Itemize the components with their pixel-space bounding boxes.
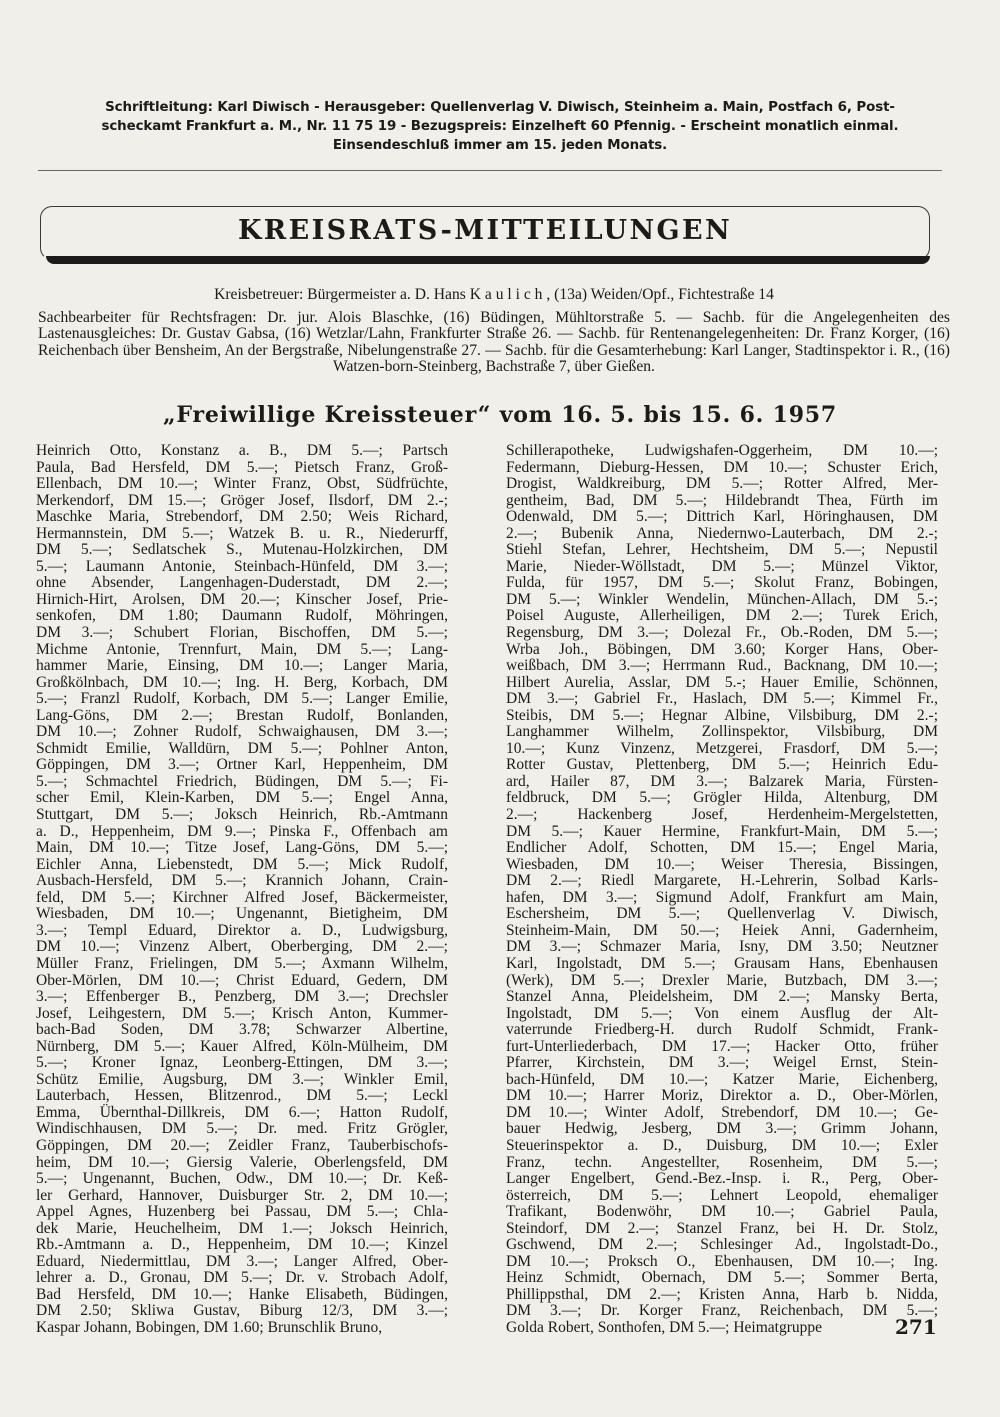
donor-list-line: Kaspar Johann, Bobingen, DM 1.60; Brunschlik Bruno, — [36, 1318, 383, 1336]
masthead-line: scheckamt Frankfurt a. M., Nr. 11 75 19 - Bezugspreis: Einzelheft 60 Pfennig. - Erscheint monatlich einmal. — [101, 119, 899, 134]
donor-list-line: 2.—; Bubenik Anna, Niedernwo-Lauterbach, DM 2.-; — [506, 524, 938, 542]
donor-list-line: österreich, DM 5.—; Lehnert Leopold, ehemaliger — [506, 1186, 938, 1204]
donor-list-line: Steibis, DM 5.—; Hegnar Albine, Vilsbiburg, DM 2.-; — [506, 706, 938, 724]
donor-list-line: bach-Hünfeld, DM 10.—; Katzer Marie, Eichenberg, — [506, 1070, 938, 1088]
donor-list-line: Schmidt Emilie, Walldürn, DM 5.—; Pohlner Anton, — [36, 739, 448, 757]
donor-list-line: gentheim, Bad, DM 5.—; Hildebrandt Thea, Fürth im — [506, 491, 938, 509]
donor-list-line: Emma, Übernthal-Dillkreis, DM 6.—; Hatton Rudolf, — [36, 1103, 448, 1121]
donor-list-line: 3.—; Effenberger B., Penzberg, DM 3.—; Drechsler — [36, 988, 448, 1006]
donor-list-line: Regensburg, DM 3.—; Dolezal Fr., Ob.-Roden, DM 5.—; — [506, 624, 938, 642]
donor-list-line: Göppingen, DM 20.—; Zeidler Franz, Tauberbischofs- — [36, 1136, 448, 1154]
donor-list-line: Steindorf, DM 2.—; Stanzel Franz, bei H. Dr. Stolz, — [506, 1219, 938, 1237]
donor-list-line: 5.—; Schmachtel Friedrich, Büdingen, DM 5.—; Fi- — [36, 772, 448, 790]
donor-list-line: Gschwend, DM 2.—; Schlesinger Ad., Ingolstadt-Do., — [506, 1236, 938, 1254]
donor-list-line: 3.—; Templ Eduard, Direktor a. D., Ludwigsburg, — [36, 921, 448, 939]
donor-list-line: (Werk), DM 5.—; Drexler Marie, Butzbach, DM 3.—; — [506, 971, 938, 989]
donor-list-line: dek Marie, Heuchelheim, DM 1.—; Joksch Heinrich, — [36, 1219, 448, 1237]
donor-list-line: DM 5.—; Winkler Wendelin, München-Allach, DM 5.-; — [506, 590, 938, 608]
donor-list-line: 2.—; Hackenberg Josef, Herdenheim-Mergelstetten, — [506, 806, 938, 824]
donor-list-line: Appel Agnes, Huzenberg bei Passau, DM 5.—; Chla- — [36, 1203, 448, 1221]
donor-list-line: Rotter Gustav, Plettenberg, DM 5.—; Heinrich Edu- — [506, 756, 938, 774]
donor-list-line: DM 2.50; Skliwa Gustav, Biburg 12/3, DM 3.—; — [36, 1302, 448, 1320]
donor-list-line: DM 3.—; Schmazer Maria, Isny, DM 3.50; Neutzner — [506, 938, 938, 956]
donor-list-line: vaterrunde Friedberg-H. durch Rudolf Schmidt, Frank- — [506, 1021, 938, 1039]
kreisbetreuer-line: Kreisbetreuer: Bürgermeister a. D. Hans K a u l i c h , (13a) Weiden/Opf., Fichtestraße 14 — [214, 286, 774, 303]
donor-list-line: Poisel Auguste, Allerheiligen, DM 2.—; Turek Erich, — [506, 607, 938, 625]
donor-list-line: 5.—; Kroner Ignaz, Leonberg-Ettingen, DM 3.—; — [36, 1054, 448, 1072]
donor-list-line: Fulda, für 1957, DM 5.—; Skolut Franz, Bobingen, — [506, 574, 938, 592]
donor-list-line: Lang-Göns, DM 2.—; Brestan Rudolf, Bonlanden, — [36, 706, 448, 724]
donor-list-line: DM 5.—; Kauer Hermine, Frankfurt-Main, DM 5.—; — [506, 822, 938, 840]
donor-list-line: DM 3.—; Dr. Korger Franz, Reichenbach, DM 5.—; — [506, 1302, 938, 1320]
banner-title: KREISRATS-MITTEILUNGEN — [237, 215, 733, 246]
donor-list-line: DM 2.—; Riedl Margarete, H.-Lehrerin, Solbad Karls- — [506, 872, 938, 890]
donor-list-line: Bad Hersfeld, DM 10.—; Hanke Elisabeth, Büdingen, — [36, 1285, 448, 1303]
donor-list-line: Wiesbaden, DM 10.—; Weiser Theresia, Bissingen, — [506, 855, 938, 873]
donor-list-line: DM 10.—; Winter Adolf, Strebendorf, DM 10.—; Ge- — [506, 1103, 938, 1121]
donor-list-line: Ausbach-Hersfeld, DM 5.—; Krannich Johann, Crain- — [36, 872, 448, 890]
donor-list-line: Stanzel Anna, Pleidelsheim, DM 2.—; Mansky Berta, — [506, 988, 938, 1006]
donor-list-line: Federmann, Dieburg-Hessen, DM 10.—; Schuster Erich, — [506, 458, 938, 476]
donor-list-line: DM 3.—; Schubert Florian, Bischoffen, DM 5.—; — [36, 624, 448, 642]
donor-list-line: 5.—; Laumann Antonie, Steinbach-Hünfeld, DM 3.—; — [36, 557, 448, 575]
donor-list-line: bauer Hedwig, Jesberg, DM 3.—; Grimm Johann, — [506, 1120, 938, 1138]
donor-list-right-column — [506, 443, 938, 1337]
donor-list-line: Schütz Emilie, Augsburg, DM 3.—; Winkler Emil, — [36, 1070, 448, 1088]
donor-list-line: senkofen, DM 1.80; Daumann Rudolf, Möhringen, — [36, 607, 448, 625]
donor-list-line: Wrba Joh., Böbingen, DM 3.60; Korger Hans, Ober- — [506, 640, 938, 658]
donor-list-line: Ober-Mörlen, DM 10.—; Christ Eduard, Gedern, DM — [36, 971, 448, 989]
donor-list-line: Langhammer Wilhelm, Zollinspektor, Vilsbiburg, DM — [506, 723, 938, 741]
donor-list-line: DM 10.—; Vinzenz Albert, Oberberging, DM 2.—; — [36, 938, 448, 956]
donor-list-line: hammer Marie, Einsing, DM 10.—; Langer Maria, — [36, 657, 448, 675]
donor-list-line: Eschersheim, DM 5.—; Quellenverlag V. Diwisch, — [506, 905, 938, 923]
masthead-line: Schriftleitung: Karl Diwisch - Herausgeber: Quellenverlag V. Diwisch, Steinheim a. Main, Postfach 6, Post- — [105, 100, 895, 115]
donor-list-line: Endlicher Adolf, Schotten, DM 15.—; Engel Maria, — [506, 839, 938, 857]
donor-list-line: Steuerinspektor a. D., Duisburg, DM 10.—; Exler — [506, 1136, 938, 1154]
donor-list-line: lehrer a. D., Gronau, DM 5.—; Dr. v. Strobach Adolf, — [36, 1269, 448, 1287]
page-number: 271 — [895, 1315, 937, 1339]
donor-list-line: furt-Unterliederbach, DM 17.—; Hacker Otto, früher — [506, 1037, 938, 1055]
donor-list-line: Hilbert Aurelia, Asslar, DM 5.-; Hauer Emilie, Schönnen, — [506, 673, 938, 691]
sachbearbeiter-paragraph: Sachbearbeiter für Rechtsfragen: Dr. jur. Alois Blaschke, (16) Büdingen, Mühltorstraße 5. — Sachb. für die Angelegenheiten des Lastenausgleiches: Dr. Gustav Gabsa, (16) Wetzlar/Lahn, Frankfurter Straße 26. — Sachb. für Rentenangelegenheiten: Dr. Franz Korger, (16) Reichenbach über Bensheim, An der Bergstraße, Nibelungenstraße 27. — Sachb. für die Gesamterhebung: Karl Langer, Stadtinspektor i. R., (16) Watzen-born-Steinberg, Bachstraße 7, über Gießen. — [38, 308, 950, 376]
donor-list-left-column — [36, 443, 448, 1337]
section-title: „Freiwillige Kreissteuer“ vom 16. 5. bis 15. 6. 1957 — [162, 402, 838, 428]
donor-list-line: DM 10.—; Harrer Moriz, Direktor a. D., Ober-Mörlen, — [506, 1087, 938, 1105]
donor-list-line: Odenwald, DM 5.—; Dittrich Karl, Höringhausen, DM — [506, 508, 938, 526]
donor-list-line: Pfarrer, Kirchstein, DM 3.—; Weigel Ernst, Stein- — [506, 1054, 938, 1072]
donor-list-line: Drogist, Waldkreiburg, DM 5.—; Rotter Alfred, Mer- — [506, 475, 938, 493]
donor-list-line: Eichler Anna, Liebenstedt, DM 5.—; Mick Rudolf, — [36, 855, 448, 873]
donor-list-line: Großkölnbach, DM 10.—; Ing. H. Berg, Korbach, DM — [36, 673, 448, 691]
donor-list-line: Golda Robert, Sonthofen, DM 5.—; Heimatgruppe — [506, 1318, 822, 1336]
donor-list-line: feld, DM 5.—; Kirchner Alfred Josef, Bäckermeister, — [36, 888, 448, 906]
donor-list-line: Hirnich-Hirt, Arolsen, DM 20.—; Kinscher Josef, Prie- — [36, 590, 448, 608]
donor-list-line: Heinrich Otto, Konstanz a. B., DM 5.—; Partsch — [36, 442, 448, 459]
donor-list-line: 5.—; Franzl Rudolf, Korbach, DM 5.—; Langer Emilie, — [36, 690, 448, 708]
donor-list-line: ohne Absender, Langenhagen-Duderstadt, DM 2.—; — [36, 574, 448, 592]
donor-list-line: Langer Engelbert, Gend.-Bez.-Insp. i. R., Perg, Ober- — [506, 1170, 938, 1188]
donor-list-line: Steinheim-Main, DM 50.—; Heiek Anni, Gadernheim, — [506, 921, 938, 939]
donor-list-line: ard, Hailer 87, DM 3.—; Balzarek Maria, Fürsten- — [506, 772, 938, 790]
donor-list-line: ler Gerhard, Hannover, Duisburger Str. 2, DM 10.—; — [36, 1186, 448, 1204]
donor-list-line: Göppingen, DM 3.—; Ortner Karl, Heppenheim, DM — [36, 756, 448, 774]
donor-list-line: Merkendorf, DM 15.—; Gröger Josef, Ilsdorf, DM 2.-; — [36, 491, 448, 509]
donor-list-line: Ingolstadt, DM 5.—; Von einem Ausflug der Alt- — [506, 1004, 938, 1022]
donor-list-line: Heinz Schmidt, Obernach, DM 5.—; Sommer Berta, — [506, 1269, 938, 1287]
donor-list-line: DM 5.—; Sedlatschek S., Mutenau-Holzkirchen, DM — [36, 541, 448, 559]
banner-underline — [46, 256, 930, 264]
donor-list-line: DM 10.—; Zohner Rudolf, Schwaighausen, DM 3.—; — [36, 723, 448, 741]
donor-list-line: scher Emil, Klein-Karben, DM 5.—; Engel Anna, — [36, 789, 448, 807]
donor-list-line: Josef, Leihgestern, DM 5.—; Krisch Anton, Kummer- — [36, 1004, 448, 1022]
donor-list-line: Stuttgart, DM 5.—; Joksch Heinrich, Rb.-Amtmann — [36, 806, 448, 824]
donor-list-line: Hermannstein, DM 5.—; Watzek B. u. R., Niederurff, — [36, 524, 448, 542]
donor-list-line: Main, DM 10.—; Titze Josef, Lang-Göns, DM 5.—; — [36, 839, 448, 857]
donor-list-line: Müller Franz, Frielingen, DM 5.—; Axmann Wilhelm, — [36, 954, 448, 972]
donor-list-line: Eduard, Niedermittlau, DM 3.—; Langer Alfred, Ober- — [36, 1252, 448, 1270]
officials-block — [38, 287, 950, 376]
donor-list-line: feldbruck, DM 5.—; Grögler Hilda, Altenburg, DM — [506, 789, 938, 807]
donor-list-line: Stiehl Stefan, Lehrer, Hechtsheim, DM 5.—; Nepustil — [506, 541, 938, 559]
donor-list-line: Trafikant, Bodenwöhr, DM 10.—; Gabriel Paula, — [506, 1203, 938, 1221]
donor-list-line: Maschke Maria, Strebendorf, DM 2.50; Weis Richard, — [36, 508, 448, 526]
donor-list-line: Michme Antonie, Trennfurt, Main, DM 5.—; Lang- — [36, 640, 448, 658]
header-divider — [38, 170, 942, 171]
donor-list-line: DM 10.—; Proksch O., Ebenhausen, DM 10.—; Ing. — [506, 1252, 938, 1270]
donor-list-line: hafen, DM 3.—; Sigmund Adolf, Frankfurt am Main, — [506, 888, 938, 906]
donor-list-line: heim, DM 10.—; Giersig Valerie, Oberlengsfeld, DM — [36, 1153, 448, 1171]
donor-list-line: weißbach, DM 3.—; Herrmann Rud., Backnang, DM 10.—; — [506, 657, 938, 675]
masthead — [55, 98, 945, 155]
donor-list-line: DM 3.—; Gabriel Fr., Haslach, DM 5.—; Kimmel Fr., — [506, 690, 938, 708]
donor-list-line: Nürnberg, DM 5.—; Kauer Alfred, Köln-Mülheim, DM — [36, 1037, 448, 1055]
donor-list-line: Ellenbach, DM 10.—; Winter Franz, Obst, Südfrüchte, — [36, 475, 448, 493]
donor-list-line: Franz, techn. Angestellter, Rosenheim, DM 5.—; — [506, 1153, 938, 1171]
donor-list-line: Marie, Nieder-Wöllstadt, DM 5.—; Münzel Viktor, — [506, 557, 938, 575]
donor-list-line: 10.—; Kunz Vinzenz, Metzgerei, Frasdorf, DM 5.—; — [506, 739, 938, 757]
donor-list-line: Rb.-Amtmann a. D., Heppenheim, DM 10.—; Kinzel — [36, 1236, 448, 1254]
masthead-line: Einsendeschluß immer am 15. jeden Monats. — [332, 138, 668, 153]
donor-list-line: Phillippsthal, DM 2.—; Kristen Anna, Harb b. Nidda, — [506, 1285, 938, 1303]
donor-list-line: bach-Bad Soden, DM 3.78; Schwarzer Albertine, — [36, 1021, 448, 1039]
donor-list-line: Wiesbaden, DM 10.—; Ungenannt, Bietigheim, DM — [36, 905, 448, 923]
donor-list-line: Windischhausen, DM 5.—; Dr. med. Fritz Grögler, — [36, 1120, 448, 1138]
donor-list-line: Lauterbach, Hessen, Blitzenrod., DM 5.—; Leckl — [36, 1087, 448, 1105]
donor-list-line: Karl, Ingolstadt, DM 5.—; Grausam Hans, Ebenhausen — [506, 954, 938, 972]
donor-list-line: Paula, Bad Hersfeld, DM 5.—; Pietsch Franz, Groß- — [36, 458, 448, 476]
donor-list-line: a. D., Heppenheim, DM 9.—; Pinska F., Offenbach am — [36, 822, 448, 840]
donor-list-line: 5.—; Ungenannt, Buchen, Odw., DM 10.—; Dr. Keß- — [36, 1170, 448, 1188]
donor-list-line: Schillerapotheke, Ludwigshafen-Oggerheim, DM 10.—; — [506, 442, 938, 459]
